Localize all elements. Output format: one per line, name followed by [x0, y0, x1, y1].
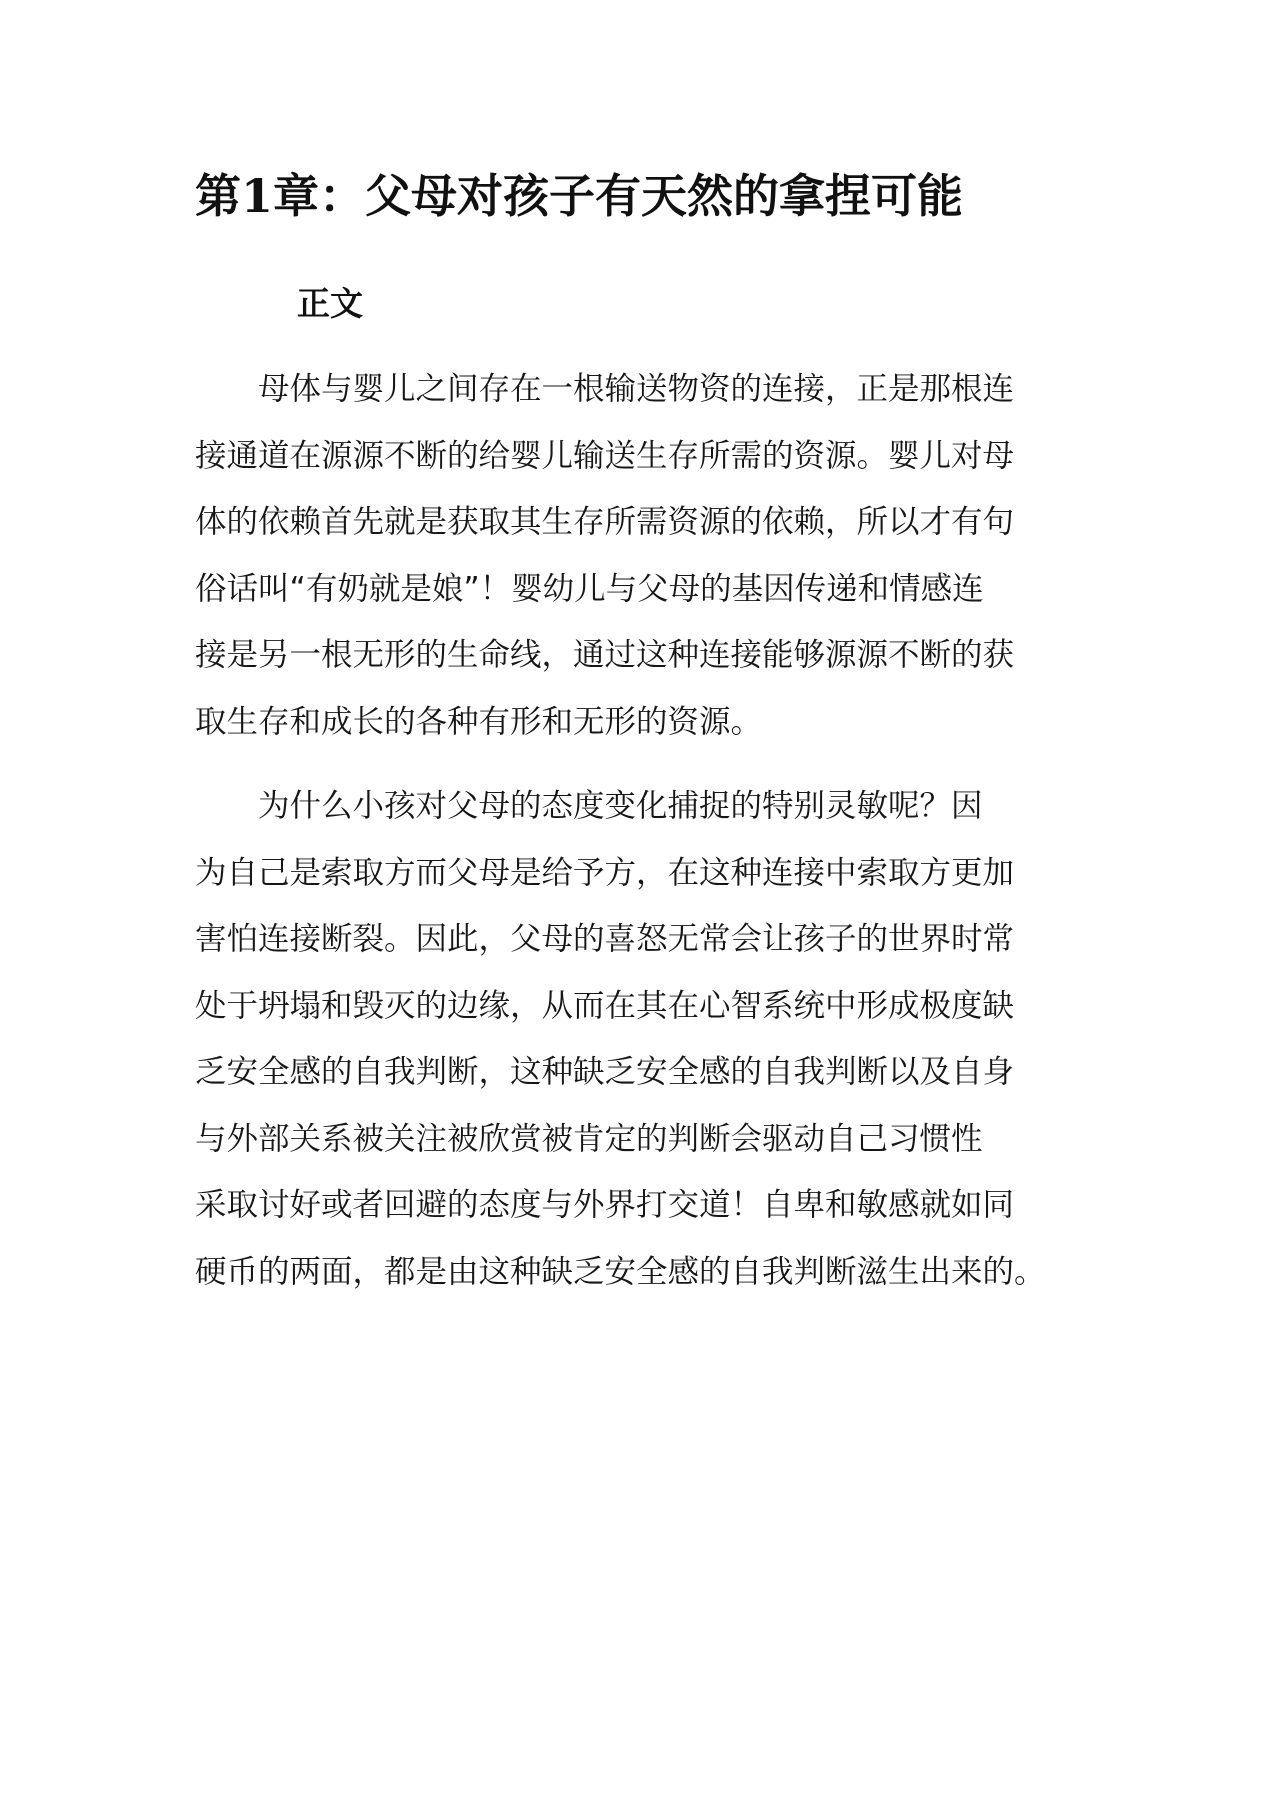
paragraph-line: 硬币的两面，都是由这种缺乏安全感的自我判断滋生出来的。 — [195, 1253, 1046, 1290]
paragraph-line: 俗话叫“有奶就是娘”！婴幼儿与父母的基因传递和情感连 — [195, 570, 984, 607]
paragraph-line: 为自己是索取方而父母是给予方，在这种连接中索取方更加 — [195, 854, 1015, 891]
paragraph-line: 害怕连接断裂。因此，父母的喜怒无常会让孩子的世界时常 — [195, 921, 1015, 957]
paragraph-line: 处于坍塌和毁灭的边缘，从而在其在心智系统中形成极度缺 — [195, 987, 1015, 1024]
paragraph-line: 接通道在源源不断的给婴儿输送生存所需的资源。婴儿对母 — [195, 437, 1015, 474]
body-paragraph-2 — [195, 773, 1046, 1305]
paragraph-line: 为什么小孩对父母的态度变化捕捉的特别灵敏呢？因 — [195, 788, 983, 824]
paragraph-line: 母体与婴儿之间存在一根输送物资的连接，正是那根连 — [195, 371, 1015, 407]
paragraph-line: 体的依赖首先就是获取其生存所需资源的依赖，所以才有句 — [195, 504, 1015, 540]
paragraph-line: 乏安全感的自我判断，这种缺乏安全感的自我判断以及自身 — [195, 1054, 1015, 1090]
paragraph-line: 取生存和成长的各种有形和无形的资源。 — [195, 703, 763, 740]
paragraph-line: 与外部关系被关注被欣赏被肯定的判断会驱动自己习惯性 — [195, 1120, 983, 1157]
chapter-title: 第1章：父母对孩子有天然的拿捏可能 — [195, 169, 964, 223]
section-heading: 正文 — [297, 284, 363, 323]
body-paragraph-1 — [195, 356, 1014, 755]
paragraph-line: 采取讨好或者回避的态度与外界打交道！自卑和敏感就如同 — [195, 1187, 1015, 1223]
paragraph-line: 接是另一根无形的生命线，通过这种连接能够源源不断的获 — [195, 637, 1015, 673]
